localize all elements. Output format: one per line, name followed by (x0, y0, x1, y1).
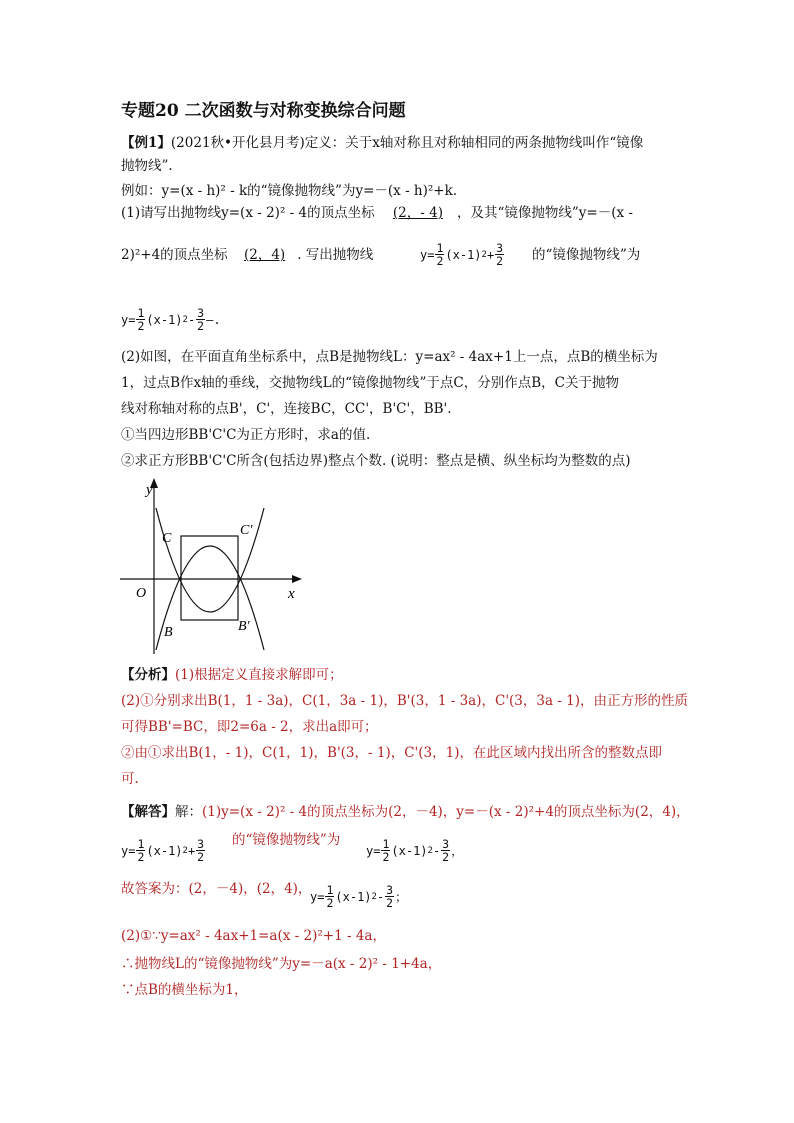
page-title: 专题20 二次函数与对称变换综合问题 (121, 101, 406, 121)
square-BBprimeCprimeC (181, 536, 238, 620)
question2-sub1: ①当四边形BB'C'C为正方形时，求a的值. (121, 427, 371, 443)
fraction-three-halves: $\frac{3}{2}$ (496, 241, 504, 268)
solution-formula-mirror: y= $\frac{1}{2}$ (x-1) 2 - $\frac{3}{2}$ ， (366, 837, 464, 864)
example-definition: 定义：关于x轴对称且对称轴相同的两条抛物线叫作“镜像 (304, 135, 644, 151)
solution-line3: 故答案为：(2，－4)，(2，4)， (121, 881, 312, 897)
formula-original-parabola: y= $\frac{1}{2}$ (x-1) 2 + $\frac{3}{2}$ (420, 241, 504, 268)
solution-formula-answer: y= $\frac{1}{2}$ (x-1) 2 - $\frac{3}{2}$ ； (310, 883, 408, 910)
example-source: (2021秋•开化县月考) (170, 135, 305, 151)
question1-text-e: 的“镜像抛物线”为 (532, 247, 641, 263)
question2-sub2: ②求正方形BB'C'C所含(包括边界)整点个数. (说明：整点是横、纵坐标均为整数的点) (121, 453, 631, 469)
question1-line1 (121, 203, 633, 223)
question1-text-b: ，及其“镜像抛物线”y=－(x - (456, 205, 633, 221)
analysis-line1: 【分析】(1)根据定义直接求解即可； (121, 667, 343, 683)
question1-line2 (121, 245, 373, 265)
fraction-half: $\frac{1}{2}$ (436, 241, 444, 268)
axis-label-x: x (288, 586, 295, 602)
solution-tag: 【解答】 (121, 804, 175, 820)
analysis-line3: 可得BB'=BC，即2=6a - 2，求出a即可； (121, 719, 378, 735)
example-tag: 【例1】 (121, 135, 171, 151)
example-sample: 例如：y=(x - h)² - k的“镜像抛物线”为y=－(x - h)²+k. (121, 183, 458, 199)
analysis-line5: 可. (121, 771, 139, 787)
analysis-line2: (2)①分别求出B(1，1 - 3a)，C(1，3a - 1)，B'(3，1 - 3a)，C'(3，3a - 1)，由正方形的性质 (121, 693, 689, 709)
solution-line2-mid: 的“镜像抛物线”为 (232, 832, 341, 848)
axis-label-y: y (146, 482, 153, 498)
question1-answer1: (2，- 4) (392, 205, 443, 221)
solution-formula-original: y= $\frac{1}{2}$ (x-1) 2 + $\frac{3}{2}$ (121, 837, 205, 864)
solution-line1: 【解答】解：(1)y=(x - 2)² - 4的顶点坐标为(2，－4)，y=－(x - 2)²+4的顶点坐标为(2，4)， (121, 804, 690, 820)
point-label-Bprime: B′ (238, 619, 250, 634)
x-axis-arrow (292, 575, 302, 583)
question1-answer2: (2，4) (243, 247, 286, 263)
question1-text-a: (1)请写出抛物线y=(x - 2)² - 4的顶点坐标 (121, 205, 375, 221)
point-label-B: B (164, 625, 173, 640)
example-definition-line1 (121, 133, 643, 153)
example-definition-line2: 抛物线”. (121, 158, 173, 174)
origin-label: O (136, 586, 147, 601)
point-label-C: C (162, 531, 172, 546)
solution-line5: ∴抛物线L的“镜像抛物线”为y=－a(x - 2)² - 1+4a， (121, 956, 442, 972)
formula-mirror-parabola: y= $\frac{1}{2}$ (x-1) 2 - $\frac{3}{2}$ —. (121, 306, 221, 333)
question2-line2: 1，过点B作x轴的垂线，交抛物线L的“镜像抛物线”于点C，分别作点B，C关于抛物 (121, 375, 619, 391)
question2-line3: 线对称轴对称的点B'，C'，连接BC，CC'，B'C'，BB'. (121, 401, 452, 417)
solution-line4: (2)①∵y=ax² - 4ax+1=a(x - 2)²+1 - 4a， (121, 928, 386, 944)
analysis-tag: 【分析】 (121, 667, 175, 683)
formula-y: y= (420, 247, 435, 262)
analysis-line4: ②由①求出B(1，- 1)，C(1，1)，B'(3，- 1)，C'(3，1)，在此区域内找出所含的整数点即 (121, 745, 662, 761)
question2-line1: (2)如图，在平面直角坐标系中，点B是抛物线L：y=ax² - 4ax+1上一点，点B的横坐标为 (121, 349, 658, 365)
solution-line6: ∵点B的横坐标为1， (121, 982, 248, 998)
solution-jie: 解： (175, 804, 202, 820)
answer-tail: —. (206, 312, 221, 327)
question1-text-d: . 写出抛物线 (297, 247, 374, 263)
question1-text-c: 2)²+4的顶点坐标 (121, 247, 228, 263)
parabola-figure (118, 478, 308, 656)
point-label-Cprime: C′ (240, 523, 253, 538)
